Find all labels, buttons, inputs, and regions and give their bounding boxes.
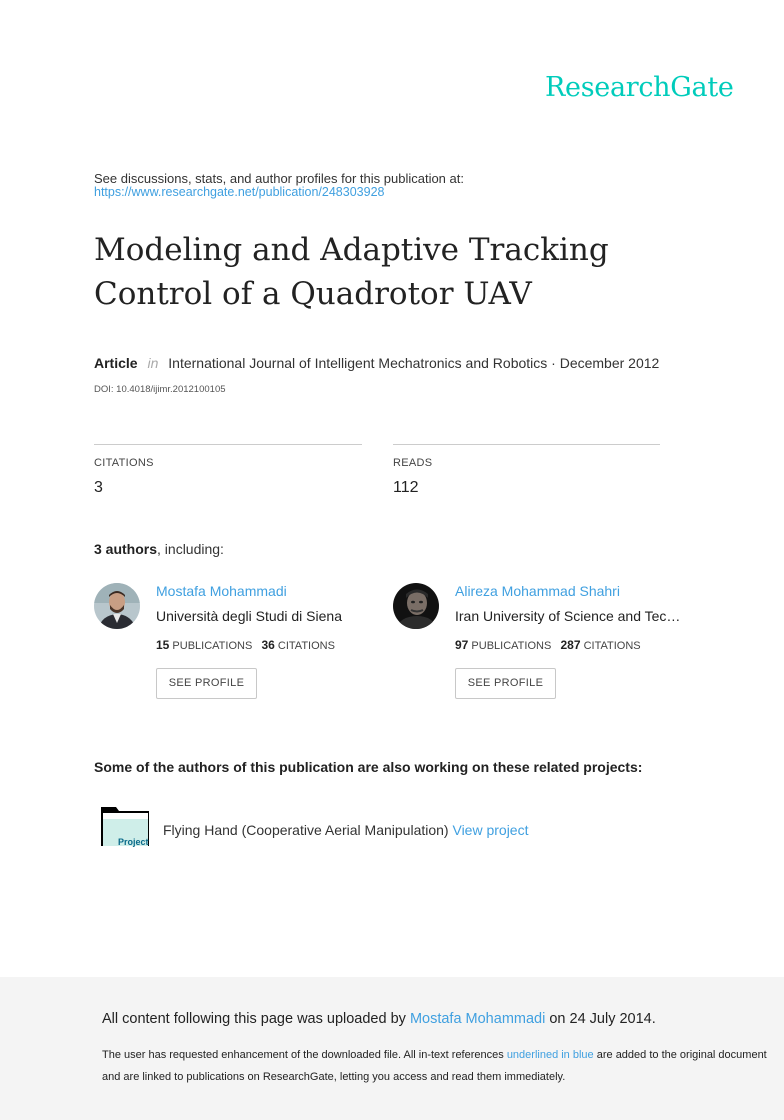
- author-photo-icon: [94, 583, 140, 629]
- author-stats: [455, 638, 641, 652]
- upload-notice: [102, 1011, 656, 1027]
- journal-date[interactable]: International Journal of Intelligent Mechatronics and Robotics · December 2012: [168, 355, 660, 371]
- author-name-link[interactable]: Mostafa Mohammadi: [156, 583, 287, 599]
- enhancement-notice: [102, 1044, 767, 1088]
- publication-meta: [94, 355, 659, 371]
- projects-heading: Some of the authors of this publication are also working on these related projects:: [94, 759, 643, 775]
- author-citations-count: 287: [560, 638, 581, 652]
- see-profile-button[interactable]: SEE PROFILE: [455, 668, 556, 699]
- authors-count: 3 authors: [94, 541, 158, 557]
- footer: [0, 977, 784, 1120]
- project-icon-label: Project: [118, 837, 149, 847]
- view-project-link[interactable]: View project: [452, 822, 529, 838]
- reads-count: 112: [393, 479, 419, 496]
- enhancement-post: are added to the original document: [596, 1049, 767, 1061]
- authors-heading: [94, 541, 224, 557]
- upload-notice-post: on 24 July 2014.: [549, 1011, 656, 1027]
- author-publications-count: 97: [455, 638, 469, 652]
- citations-divider: [94, 444, 362, 445]
- author-citations-label: CITATIONS: [583, 640, 641, 652]
- project-item: [163, 822, 529, 838]
- reads-label: READS: [393, 457, 433, 469]
- author-publications-label: PUBLICATIONS: [172, 640, 253, 652]
- authors-suffix: , including:: [157, 541, 224, 557]
- in-label: in: [147, 355, 159, 371]
- author-name-link[interactable]: Alireza Mohammad Shahri: [455, 583, 620, 599]
- citations-count: 3: [94, 479, 103, 496]
- author-publications-count: 15: [156, 638, 170, 652]
- upload-notice-pre: All content following this page was uploaded by: [102, 1011, 406, 1027]
- publication-url-link[interactable]: https://www.researchgate.net/publication/248303928: [94, 185, 385, 199]
- reads-divider: [393, 444, 660, 445]
- project-name[interactable]: Flying Hand (Cooperative Aerial Manipulation): [163, 822, 449, 838]
- uploader-link[interactable]: Mostafa Mohammadi: [409, 1011, 546, 1027]
- author-citations-count: 36: [261, 638, 275, 652]
- underlined-in-blue-link[interactable]: underlined in blue: [506, 1049, 594, 1061]
- author-publications-label: PUBLICATIONS: [471, 640, 552, 652]
- intro-text: See discussions, stats, and author profiles for this publication at:: [94, 171, 464, 186]
- author-affiliation[interactable]: Università degli Studi di Siena: [156, 608, 342, 624]
- enhancement-pre: The user has requested enhancement of the downloaded file. All in-text references: [102, 1049, 504, 1061]
- see-profile-button[interactable]: SEE PROFILE: [156, 668, 257, 699]
- author-photo-icon: [393, 583, 439, 629]
- researchgate-logo[interactable]: ResearchGate: [545, 72, 734, 103]
- author-citations-label: CITATIONS: [277, 640, 335, 652]
- author-stats: [156, 638, 335, 652]
- doi: DOI: 10.4018/ijimr.2012100105: [94, 384, 226, 395]
- publication-type: Article: [94, 355, 138, 371]
- enhancement-line3: and are linked to publications on ResearchGate, letting you access and read them immediately.: [102, 1071, 566, 1083]
- publication-title: Modeling and Adaptive Tracking Control of a Quadrotor UAV: [94, 232, 609, 312]
- citations-label: CITATIONS: [94, 457, 154, 469]
- author-affiliation[interactable]: Iran University of Science and Tec…: [455, 608, 681, 624]
- project-folder-icon: [100, 805, 150, 847]
- author-avatar[interactable]: [94, 583, 140, 629]
- author-avatar[interactable]: [393, 583, 439, 629]
